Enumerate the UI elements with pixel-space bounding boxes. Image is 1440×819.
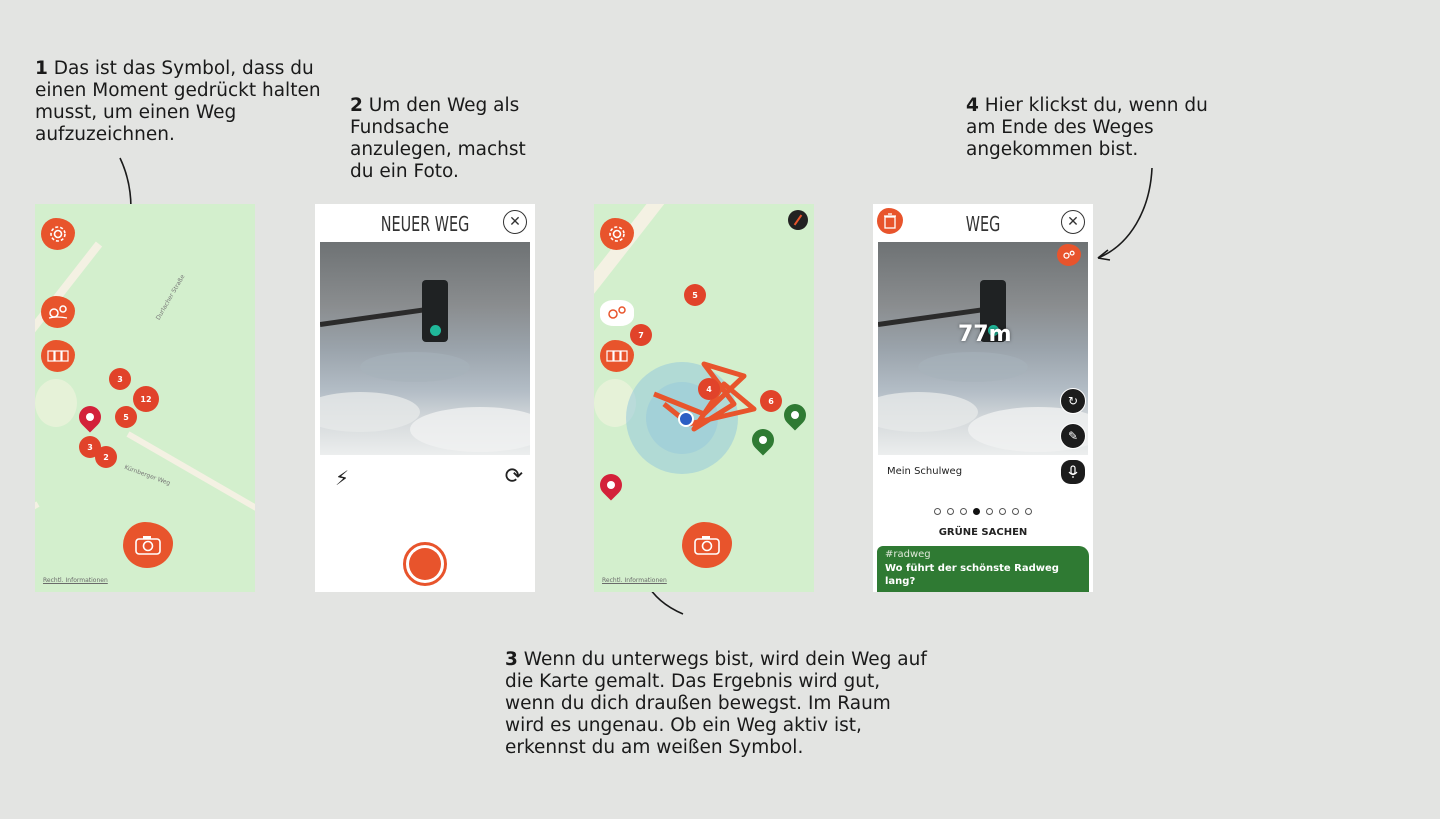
caption-3-number: 3 bbox=[505, 649, 518, 670]
caption-2-number: 2 bbox=[350, 95, 363, 116]
street-label: Kürnberger Weg bbox=[123, 463, 172, 488]
caption-4 bbox=[966, 95, 1216, 161]
distance-label: 77m bbox=[958, 322, 1012, 347]
road bbox=[127, 431, 256, 536]
delete-button[interactable] bbox=[877, 208, 903, 234]
road bbox=[35, 501, 40, 566]
cluster-marker[interactable]: 5 bbox=[115, 406, 137, 428]
arrow-4-head bbox=[1098, 250, 1110, 260]
cluster-marker[interactable]: 6 bbox=[760, 390, 782, 412]
edit-button[interactable] bbox=[1060, 423, 1086, 449]
pencil-icon: ✎ bbox=[1067, 429, 1079, 443]
camera-preview bbox=[320, 242, 530, 455]
screen-way-detail bbox=[873, 204, 1093, 592]
cluster-marker[interactable]: 3 bbox=[109, 368, 131, 390]
caption-1-number: 1 bbox=[35, 58, 48, 79]
hashtag: #radweg bbox=[885, 549, 931, 560]
traffic-light bbox=[422, 280, 448, 342]
street-label: Durlacher Straße bbox=[154, 273, 187, 322]
cluster-marker[interactable]: 3 bbox=[79, 436, 101, 458]
location-circle bbox=[35, 379, 77, 427]
caption-2-text: Um den Weg als Fundsache anzulegen, machst du ein Foto. bbox=[350, 95, 526, 182]
cluster-marker[interactable]: 12 bbox=[133, 386, 159, 412]
camera-button[interactable] bbox=[123, 522, 173, 568]
cluster-marker[interactable]: 5 bbox=[684, 284, 706, 306]
microphone-button[interactable] bbox=[1061, 460, 1085, 484]
caption-4-number: 4 bbox=[966, 95, 979, 116]
screen-new-way bbox=[315, 204, 535, 592]
question-card[interactable] bbox=[877, 546, 1089, 592]
slot-icon bbox=[47, 350, 69, 362]
page-dots bbox=[873, 508, 1093, 515]
settings-button[interactable] bbox=[41, 218, 75, 250]
camera-icon bbox=[694, 535, 720, 555]
page-dot[interactable] bbox=[999, 508, 1006, 515]
caption-2 bbox=[350, 95, 550, 183]
caption-1 bbox=[35, 58, 325, 146]
caption-3-text: Wenn du unterwegs bist, wird dein Weg auf die Karte gemalt. Das Ergebnis wird gut, wenn du dich draußen bewegst. Im Raum wird es ungenau. Ob ein Weg aktiv ist, erkennst du am weißen Symbol. bbox=[505, 649, 927, 758]
arrow-4 bbox=[1098, 168, 1152, 258]
close-icon: ✕ bbox=[509, 214, 521, 230]
cluster-marker[interactable]: 2 bbox=[95, 446, 117, 468]
record-way-button[interactable] bbox=[41, 296, 75, 328]
close-button[interactable] bbox=[503, 210, 527, 234]
rotate-button[interactable] bbox=[1060, 388, 1086, 414]
page-dot[interactable] bbox=[1012, 508, 1019, 515]
switch-camera-icon: ⟳ bbox=[504, 464, 523, 489]
user-location-dot bbox=[678, 411, 694, 427]
page-dot-active[interactable] bbox=[973, 508, 980, 515]
page-dot[interactable] bbox=[986, 508, 993, 515]
legal-link[interactable]: Rechtl. Informationen bbox=[602, 577, 667, 584]
flash-off-icon: ⚡ bbox=[335, 466, 350, 490]
screen-map-1 bbox=[35, 204, 255, 592]
photo-cloud bbox=[360, 352, 470, 382]
photo-cloud bbox=[878, 392, 978, 432]
trash-icon bbox=[883, 213, 897, 229]
page-title: NEUER WEG bbox=[380, 212, 470, 236]
route-icon bbox=[47, 304, 69, 320]
photo-cloud bbox=[410, 407, 530, 452]
photo-pole bbox=[320, 307, 429, 327]
shutter-button[interactable] bbox=[403, 542, 447, 586]
legal-link[interactable]: Rechtl. Informationen bbox=[43, 577, 108, 584]
way-photo bbox=[878, 242, 1088, 455]
page-title: WEG bbox=[965, 212, 1001, 236]
category-label: GRÜNE SACHEN bbox=[938, 527, 1028, 538]
microphone-icon bbox=[1068, 465, 1078, 479]
page-dot[interactable] bbox=[934, 508, 941, 515]
page-dot[interactable] bbox=[947, 508, 954, 515]
flash-toggle[interactable] bbox=[335, 466, 349, 490]
caption-1-text: Das ist das Symbol, dass du einen Moment gedrückt halten musst, um einen Weg aufzuzeichnen. bbox=[35, 58, 321, 145]
caption-4-text: Hier klickst du, wenn du am Ende des Weges angekommen bist. bbox=[966, 95, 1208, 160]
lottery-button[interactable] bbox=[41, 340, 75, 372]
page-dot[interactable] bbox=[960, 508, 967, 515]
caption-3 bbox=[505, 649, 930, 759]
page-dot[interactable] bbox=[1025, 508, 1032, 515]
shutter-inner bbox=[409, 548, 441, 580]
gear-icon bbox=[48, 224, 68, 244]
way-name: Mein Schulweg bbox=[887, 466, 963, 477]
cluster-marker[interactable]: 4 bbox=[698, 378, 720, 400]
cluster-marker[interactable]: 7 bbox=[630, 324, 652, 346]
rotate-icon: ↻ bbox=[1067, 394, 1079, 408]
question-text: Wo führt der schönste Radweg lang? bbox=[885, 563, 1059, 587]
screen-map-2 bbox=[594, 204, 814, 592]
photo-cloud bbox=[918, 352, 1028, 382]
close-icon: ✕ bbox=[1067, 214, 1079, 230]
location-pin[interactable] bbox=[74, 401, 105, 432]
close-button[interactable] bbox=[1061, 210, 1085, 234]
camera-icon bbox=[135, 535, 161, 555]
route-icon bbox=[1062, 250, 1076, 260]
switch-camera-button[interactable] bbox=[505, 464, 523, 489]
photo-cloud bbox=[320, 392, 420, 432]
